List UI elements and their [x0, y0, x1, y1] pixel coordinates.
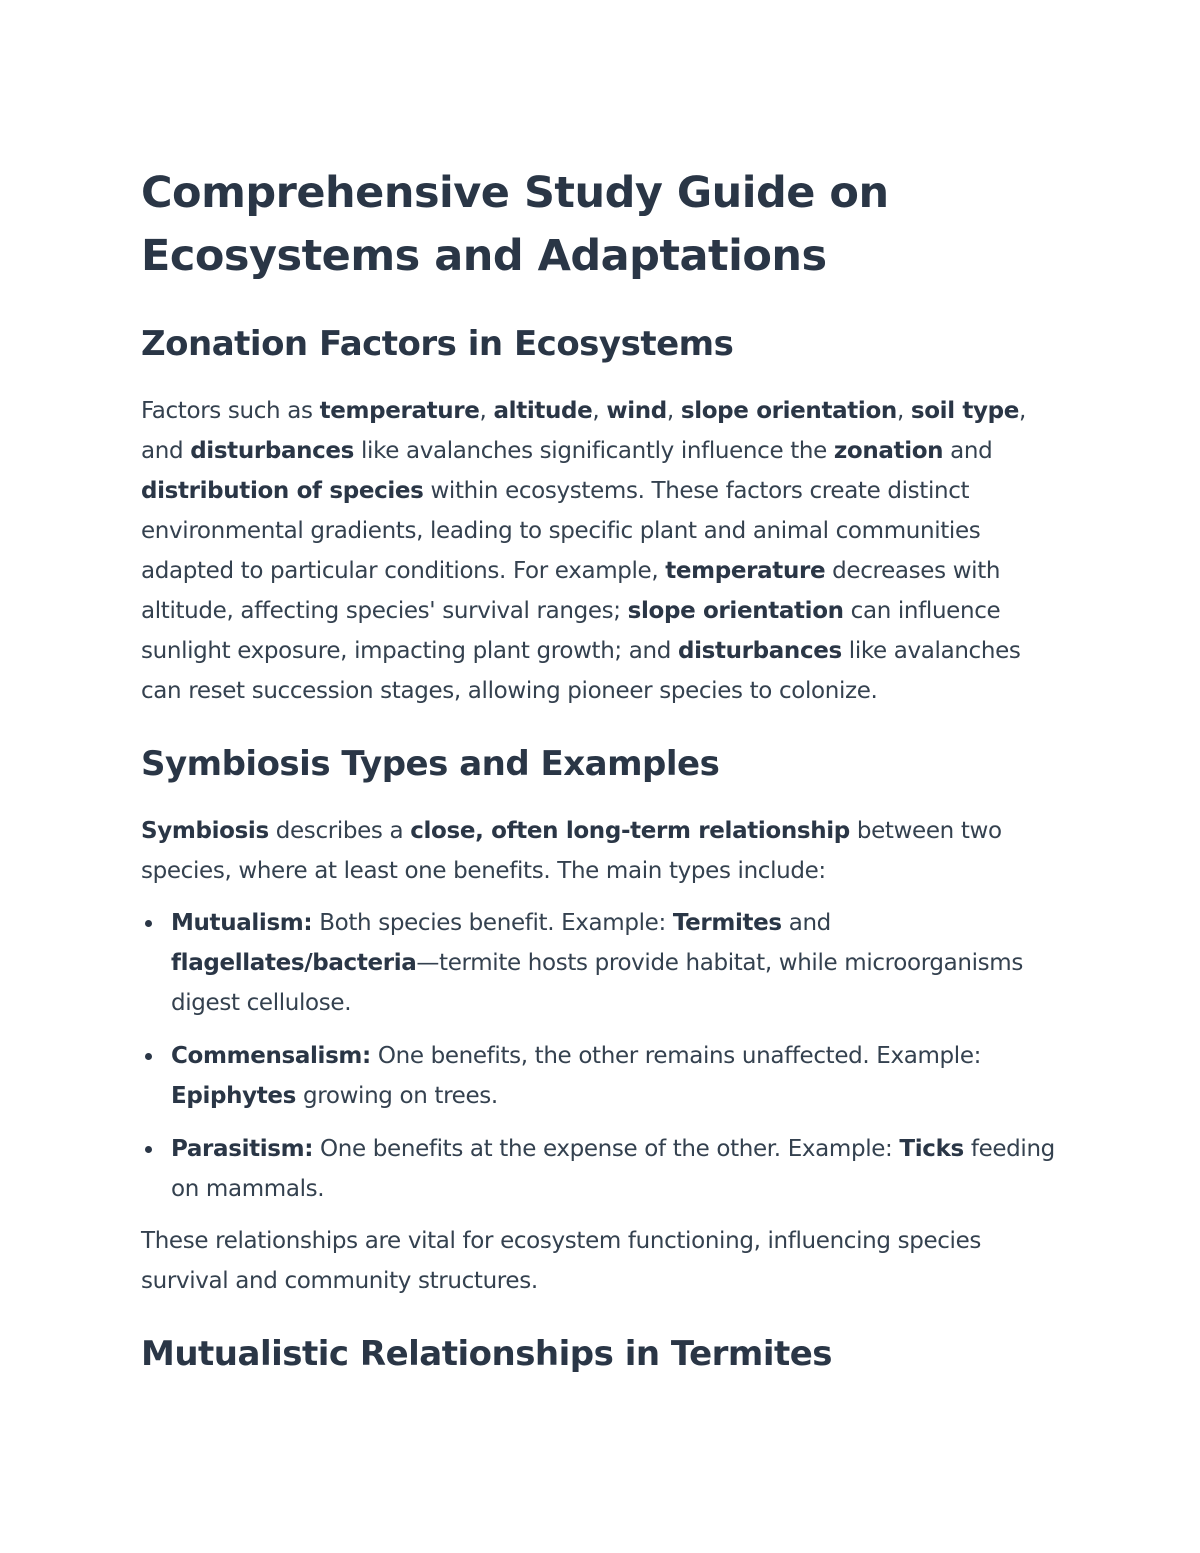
bold-term: Termites [672, 910, 782, 936]
text-run: —termite hosts provide habitat, while microorganisms digest cellulose. [171, 950, 1023, 1016]
bold-term: wind [606, 398, 667, 424]
text-run: between two species, where at least one benefits. The main types include: [141, 818, 1002, 884]
text-run: like avalanches can reset succession stages, allowing pioneer species to colonize. [141, 638, 1021, 704]
text-run: and [781, 910, 831, 936]
text-run: One benefits at the expense of the other. Example: [313, 1136, 900, 1162]
document-title: Comprehensive Study Guide on Ecosystems and Adaptations [141, 168, 889, 281]
bold-term: slope orientation [627, 598, 844, 624]
text-run: feeding on mammals. [171, 1136, 1055, 1202]
symbiosis-types-list [141, 903, 1060, 1209]
text-run: Both species benefit. Example: [312, 910, 673, 936]
bold-term: flagellates/bacteria [171, 950, 417, 976]
section-heading-termites: Mutualistic Relationships in Termites [141, 1334, 833, 1374]
bold-term: Epiphytes [171, 1083, 297, 1109]
bullet-icon [145, 920, 152, 927]
bold-term: temperature [319, 398, 480, 424]
bold-term: zonation [833, 438, 944, 464]
text-run: , [896, 398, 911, 424]
text-run: and [943, 438, 993, 464]
bullet-icon [145, 1146, 152, 1153]
list-item-mutualism [141, 903, 1060, 1023]
text-run: growing on trees. [296, 1083, 498, 1109]
text-run: like avalanches significantly influence the [354, 438, 834, 464]
text-run: Factors such as [141, 398, 320, 424]
text-run: describes a [268, 818, 411, 844]
bold-term: Symbiosis [141, 818, 269, 844]
list-item-label: Parasitism: [171, 1136, 314, 1162]
zonation-paragraph [141, 391, 1060, 711]
symbiosis-conclusion-paragraph: These relationships are vital for ecosystem functioning, influencing species survival and community structures. [141, 1228, 982, 1294]
text-run: One benefits, the other remains unaffected. Example: [370, 1043, 982, 1069]
bullet-icon [145, 1053, 152, 1060]
bold-term: Ticks [899, 1136, 964, 1162]
bold-term: disturbances [190, 438, 355, 464]
bold-term: slope orientation [680, 398, 897, 424]
list-item-label: Commensalism: [171, 1043, 371, 1069]
symbiosis-intro-paragraph [141, 811, 1060, 891]
text-run: within ecosystems. These factors create distinct environmental gradients, leading to specific plant and animal communities adapted to particular conditions. For example, [141, 478, 981, 584]
text-run: can influence sunlight exposure, impacting plant growth; and [141, 598, 1001, 664]
list-item-parasitism [141, 1129, 1060, 1209]
section-heading-symbiosis: Symbiosis Types and Examples [141, 744, 720, 784]
bold-term: disturbances [677, 638, 842, 664]
bold-term: soil type [910, 398, 1020, 424]
text-run: , and [141, 398, 1027, 464]
bold-term: temperature [665, 558, 826, 584]
text-run: decreases with altitude, affecting species' survival ranges; [141, 558, 1001, 624]
text-run: , [666, 398, 681, 424]
section-heading-zonation: Zonation Factors in Ecosystems [141, 324, 734, 364]
list-item-commensalism [141, 1036, 1060, 1116]
text-run: , [592, 398, 607, 424]
bold-term: altitude [493, 398, 593, 424]
bold-term: close, often long-term relationship [410, 818, 850, 844]
text-run: , [479, 398, 494, 424]
bold-term: distribution of species [141, 478, 424, 504]
list-item-label: Mutualism: [171, 910, 313, 936]
